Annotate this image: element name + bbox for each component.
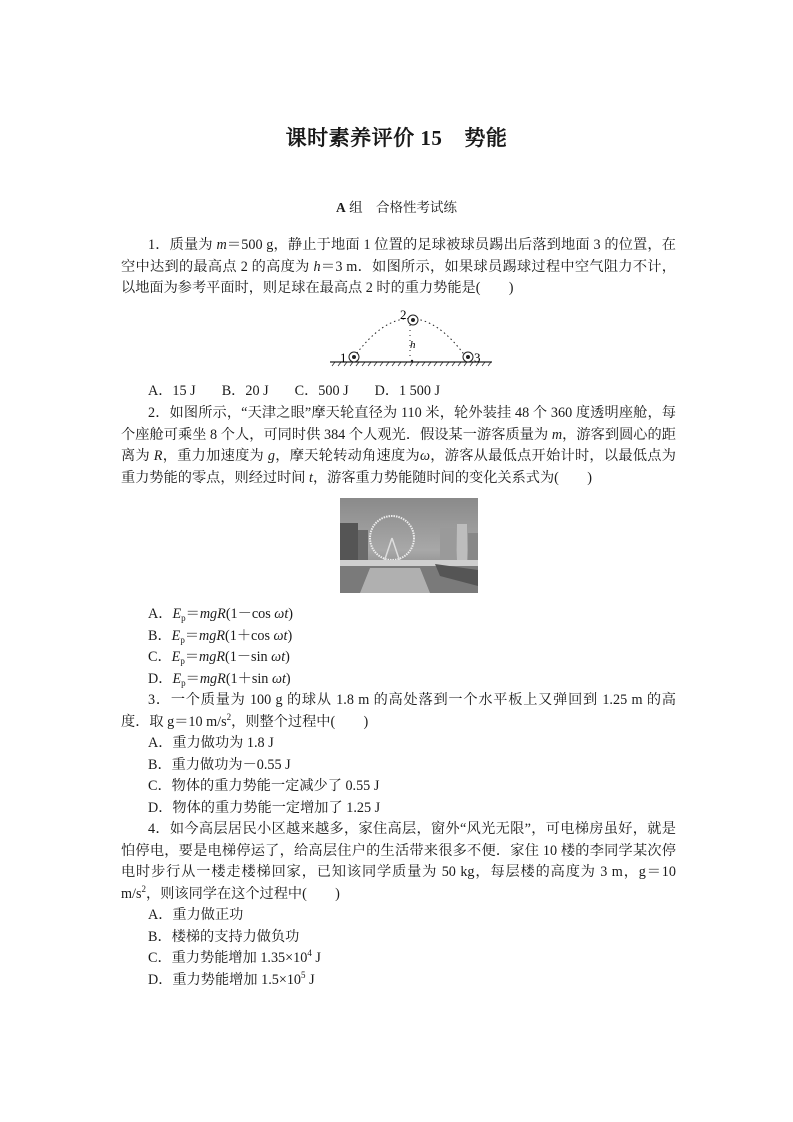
- q4-c-text: C．重力势能增加 1.35×10: [148, 950, 308, 966]
- q2-d-close: ): [285, 670, 291, 687]
- q2-c-wt: ωt: [271, 649, 286, 665]
- q1-text-c: ＝3 m．如图所示，如果球员踢球过程中空气阻力不计，以地面为参考平面时，则足球在最高点 2 时的重力势能是( ): [121, 258, 676, 296]
- q1-var-m: m: [216, 237, 227, 253]
- q2-a-close: ): [288, 606, 293, 622]
- question-1: [121, 235, 676, 300]
- question-1-options: [121, 381, 676, 403]
- q4-d-unit: J: [305, 971, 315, 988]
- q2-b-paren: (1＋cos: [225, 627, 274, 644]
- section-heading: [0, 196, 793, 216]
- question-3-stem: [121, 690, 676, 733]
- group-letter: A: [335, 200, 346, 215]
- question-3: [121, 690, 676, 819]
- q2-b-e: E: [171, 627, 181, 644]
- q3-option-c[interactable]: C．物体的重力势能一定减少了 0.55 J: [148, 778, 380, 794]
- q2-c-close: ): [285, 649, 290, 665]
- q2-d-e: E: [172, 670, 182, 687]
- q2-d-wt: ωt: [271, 670, 286, 687]
- q2-d-paren: (1＋sin: [225, 670, 272, 687]
- q2-b-expr: mgR: [199, 627, 226, 644]
- q2-d-sub: p: [181, 677, 186, 688]
- q2-option-b[interactable]: [121, 626, 676, 648]
- q2-var-m: m: [551, 426, 563, 443]
- q4-text-a: 4．如今高层居民小区越来越多，家住高层，窗外“风光无限”，可电梯房虽好，就是怕停电，要是电梯停运了，给高层住户的生活带来很多不便．家住 10 楼的李同学某次停电时步行从一楼走楼梯回家，已知该同学质量为 50 kg，每层楼的高度为 3 m，g＝10 m/s: [121, 821, 676, 902]
- q2-text-d: ，摩天轮转动角速度为: [274, 448, 420, 464]
- q2-option-c[interactable]: [121, 647, 676, 669]
- q3-option-a[interactable]: A．重力做功为 1.8 J: [148, 735, 274, 751]
- q2-text-e: ，游客从最低点开始计时，以最低点为重力势能的零点，则经过时间: [121, 448, 676, 486]
- q2-text-c: ，重力加速度为: [162, 448, 268, 464]
- ball-1-icon: [349, 352, 359, 362]
- q1-option-c[interactable]: C．500 J: [294, 383, 349, 399]
- label-h: h: [410, 339, 416, 351]
- q2-d-letter: D．: [148, 670, 173, 687]
- q3-text-b: ，则整个过程中( ): [231, 713, 369, 730]
- q2-b-wt: ωt: [273, 627, 288, 644]
- question-2-options: [121, 604, 676, 690]
- q1-text-a: 1．质量为: [148, 237, 217, 253]
- q2-c-e: E: [171, 649, 181, 665]
- q4-d-sup: 5: [301, 969, 306, 980]
- q3-option-b[interactable]: B．重力做功为－0.55 J: [148, 756, 291, 773]
- football-trajectory-figure: [320, 300, 500, 375]
- q2-option-d[interactable]: [121, 669, 676, 691]
- q2-d-expr: mgR: [199, 670, 226, 687]
- q1-option-d[interactable]: D．1 500 J: [374, 383, 441, 399]
- q4-option-a[interactable]: A．重力做正功: [148, 907, 244, 923]
- q2-text-a: 2．如图所示，“天津之眼”摩天轮直径为 110 米，轮外装挂 48 个 360 度透明座舱，每个座舱可乘坐 8 个人，可同时供 384 个人观光．假设某一游客质量为: [121, 405, 676, 443]
- q2-var-omega: ω: [419, 448, 430, 464]
- title-topic: 势能: [464, 126, 508, 150]
- q2-text-f: ，游客重力势能随时间的变化关系式为( ): [312, 469, 592, 486]
- q2-a-e: E: [172, 606, 182, 622]
- q1-options-row: [121, 381, 676, 403]
- question-4-stem: [121, 819, 676, 905]
- label-1: 1: [340, 350, 347, 365]
- page-title: [0, 122, 793, 152]
- q4-c-sup: 4: [307, 948, 312, 958]
- q2-var-r: R: [153, 448, 163, 464]
- q2-b-close: ): [287, 627, 293, 644]
- q1-var-h: h: [313, 258, 321, 275]
- q2-b-sub: p: [180, 634, 185, 645]
- q2-text-b: ，游客到圆心的距离为: [121, 426, 676, 464]
- q2-c-letter: C．: [148, 649, 172, 665]
- q1-text-b: ＝500 g，静止于地面 1 位置的足球被球员踢出后落到地面 3 的位置，在空中达到的最高点 2 的高度为: [121, 237, 676, 275]
- question-4: [121, 819, 676, 991]
- tianjin-eye-photo: [340, 498, 478, 593]
- q2-a-paren: (1－cos: [225, 606, 275, 622]
- q2-var-t: t: [309, 469, 313, 486]
- ball-2-icon: [408, 315, 418, 325]
- q2-var-g: g: [267, 448, 275, 464]
- q4-option-c[interactable]: [121, 948, 676, 970]
- q2-b-eq: ＝: [184, 627, 200, 644]
- q4-d-text: D．重力势能增加 1.5×10: [148, 971, 302, 988]
- q2-a-letter: A．: [148, 606, 173, 622]
- label-3: 3: [474, 350, 481, 365]
- q2-a-sub: p: [181, 613, 186, 623]
- title-main: 课时素养评价 15: [285, 126, 443, 150]
- q4-c-unit: J: [311, 950, 321, 966]
- label-2: 2: [400, 307, 407, 322]
- q2-a-expr: mgR: [199, 606, 226, 622]
- q2-c-expr: mgR: [199, 649, 226, 665]
- q4-text-b: ，则该同学在这个过程中( ): [146, 885, 340, 902]
- ground-point: [411, 360, 413, 362]
- question-2: [121, 403, 676, 489]
- q1-option-a[interactable]: A．15 J: [148, 383, 196, 399]
- q2-c-sub: p: [180, 656, 185, 666]
- q3-option-d[interactable]: D．物体的重力势能一定增加了 1.25 J: [148, 799, 381, 816]
- q4-option-d[interactable]: [121, 970, 676, 992]
- q2-b-letter: B．: [148, 627, 172, 644]
- ground-hatch: [332, 362, 491, 366]
- q3-text-a: 3．一个质量为 100 g 的球从 1.8 m 的高处落到一个水平板上又弹回到 1.25 m 的高度．取 g＝10 m/s: [121, 692, 676, 730]
- q2-option-a[interactable]: [121, 604, 676, 626]
- q3-sup: 2: [226, 711, 232, 722]
- q4-option-b[interactable]: B．楼梯的支持力做负功: [148, 928, 300, 945]
- q4-sup: 2: [141, 883, 146, 894]
- q2-a-eq: ＝: [185, 606, 200, 622]
- q2-c-paren: (1－sin: [225, 649, 272, 665]
- group-label: 组 合格性考试练: [349, 200, 458, 215]
- q2-d-eq: ＝: [185, 670, 200, 687]
- q2-a-wt: ωt: [274, 606, 289, 622]
- question-2-stem: [121, 403, 676, 489]
- q2-c-eq: ＝: [184, 649, 200, 665]
- ball-3-icon: [463, 352, 473, 362]
- question-1-stem: [121, 235, 676, 300]
- q1-option-b[interactable]: B．20 J: [221, 383, 269, 399]
